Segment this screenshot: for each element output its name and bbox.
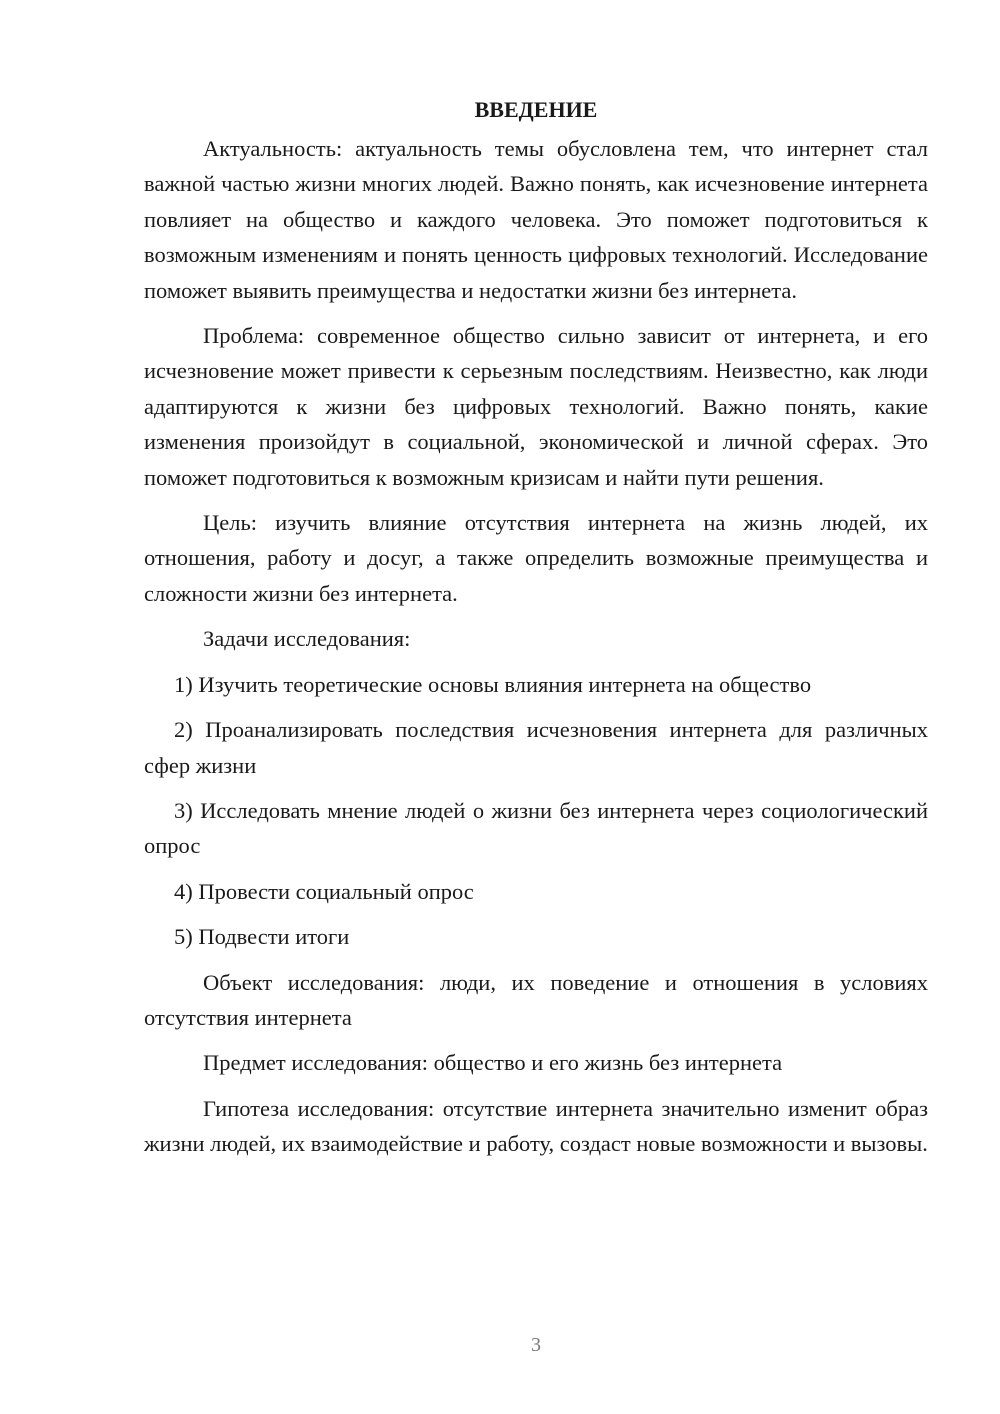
- tasks-heading: Задачи исследования:: [203, 626, 411, 652]
- task-item: 5) Подвести итоги: [174, 924, 350, 950]
- paragraph-object: Объект исследования: люди, их поведение и отношения в условиях отсутствия интернета: [144, 969, 928, 1030]
- paragraph-problem: Проблема: современное общество сильно зависит от интернета, и его исчезновение может привести к серьезным последствиям. Неизвестно, как люди адаптируются к жизни без цифровых технологий. Важно понять, какие изменения произойдут в социальной, экономической и личной сферах. Это поможет подготовиться к возможным кризисам и найти пути решения.: [144, 323, 928, 490]
- paragraph-subject: Предмет исследования: общество и его жизнь без интернета: [203, 1050, 783, 1076]
- task-item: 2) Проанализировать последствия исчезновения интернета для различных сфер жизни: [144, 717, 928, 778]
- task-item: 3) Исследовать мнение людей о жизни без интернета через социологический опрос: [144, 797, 928, 859]
- page-content: [144, 92, 928, 1162]
- paragraph-hypothesis: Гипотеза исследования: отсутствие интернета значительно изменит образ жизни людей, их взаимодействие и работу, создаст новые возможности и вызовы.: [144, 1095, 928, 1157]
- task-item: 1) Изучить теоретические основы влияния интернета на общество: [174, 671, 812, 697]
- paragraph-relevance: Актуальность: актуальность темы обусловлена тем, что интернет стал важной частью жизни многих людей. Важно понять, как исчезновение интернета повлияет на общество и каждого человека. Это поможет подготовиться к возможным изменениям и понять ценность цифровых технологий. Исследование поможет выявить преимущества и недостатки жизни без интернета.: [144, 136, 928, 303]
- page-title: ВВЕДЕНИЕ: [474, 97, 598, 122]
- page-number: 3: [531, 1334, 541, 1356]
- paragraph-goal: Цель: изучить влияние отсутствия интернета на жизнь людей, их отношения, работу и досуг, а также определить возможные преимущества и сложности жизни без интернета.: [144, 510, 928, 606]
- task-item: 4) Провести социальный опрос: [174, 878, 474, 904]
